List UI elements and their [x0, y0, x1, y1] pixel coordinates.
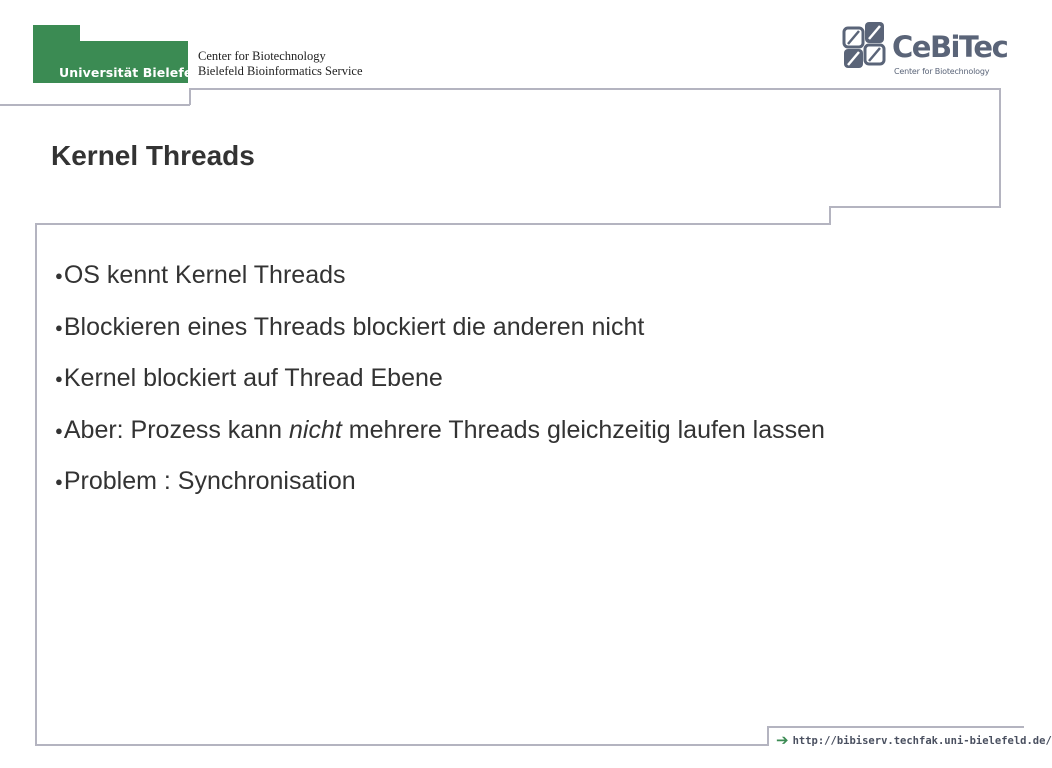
footer-url[interactable] [776, 731, 1052, 749]
bullet-text: Kernel blockiert auf Thread Ebene [63, 364, 443, 392]
frame-line-top [189, 88, 1001, 90]
university-logo [33, 25, 206, 87]
frame-line-bottom-step [767, 726, 769, 746]
cebitec-name: CeBiTec [892, 30, 1008, 64]
bullet-text: Blockieren eines Threads blockiert die anderen nicht [63, 312, 645, 341]
bullet-item [55, 456, 825, 508]
bullet-text-after: mehrere Threads gleichzeitig laufen lassen [341, 415, 825, 444]
university-logo-text: Universität Bielefeld [59, 65, 206, 80]
cebitec-logo [842, 20, 1008, 80]
bullet-text: Problem : Synchronisation [63, 467, 356, 495]
bullet-list [55, 250, 825, 508]
frame-line-bottom [35, 744, 769, 746]
frame-line-top-left [0, 104, 190, 106]
bullet-text-emphasis: nicht [288, 415, 342, 444]
bullet-item [55, 250, 825, 302]
footer-url-text[interactable]: http://bibiserv.techfak.uni-bielefeld.de/ [792, 735, 1052, 747]
bullet-dot-icon: ● [55, 422, 63, 438]
arrow-right-icon: ➔ [776, 731, 789, 749]
bullet-text: OS kennt Kernel Threads [63, 261, 346, 289]
bullet-item [55, 353, 825, 405]
bullet-dot-icon: ● [55, 319, 63, 335]
header-center-line1: Center for Biotechnology [198, 49, 326, 63]
cebitec-subtitle: Center for Biotechnology [894, 67, 990, 76]
bullet-item [55, 405, 825, 457]
bullet-dot-icon: ● [55, 474, 63, 489]
bullet-item [55, 302, 825, 354]
frame-line-right [999, 88, 1001, 208]
cebitec-emblem-icon [842, 20, 888, 70]
frame-line-bottom-right [767, 726, 1024, 728]
frame-line-content-top [35, 223, 831, 225]
bullet-text-before: Aber: Prozess kann [63, 415, 289, 444]
bullet-dot-icon: ● [55, 268, 63, 283]
frame-line-right-step [829, 206, 1001, 208]
slide-title: Kernel Threads [51, 140, 255, 171]
frame-line-top-left-vert [189, 88, 191, 105]
frame-line-content-left [35, 223, 37, 746]
bullet-dot-icon: ● [55, 371, 63, 386]
header-center-text [198, 49, 363, 79]
header-center-line2: Bielefeld Bioinformatics Service [198, 64, 363, 78]
